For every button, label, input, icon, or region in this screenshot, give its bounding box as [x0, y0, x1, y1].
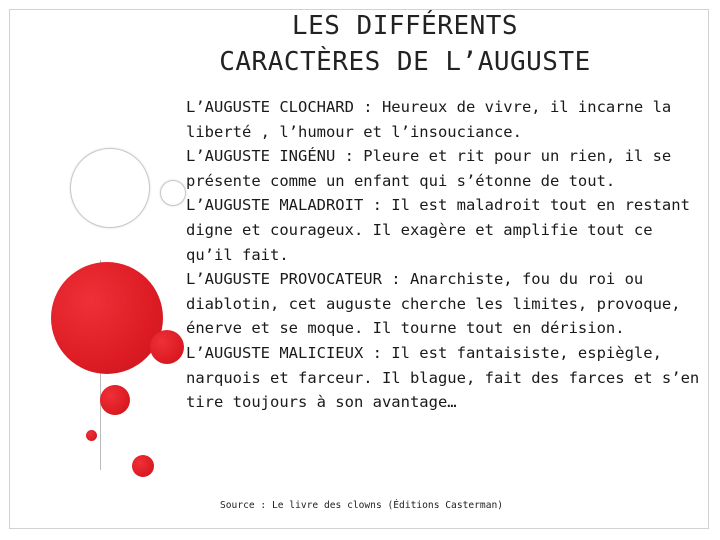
- decorative-circle-small: [100, 385, 130, 415]
- title-line-2: CARACTÈRES DE L’AUGUSTE: [219, 47, 591, 77]
- item-auguste-malicieux: L’AUGUSTE MALICIEUX : Il est fantaisiste, espiègle, narquois et farceur. Il blague, fait des farces et s’en tire toujours à son avantage…: [186, 343, 700, 412]
- slide-title: [150, 8, 660, 80]
- decorative-circle-tiny: [86, 430, 97, 441]
- item-auguste-maladroit: L’AUGUSTE MALADROIT : Il est maladroit tout en restant digne et courageux. Il exagère et amplifie tout ce qu’il fait.: [186, 196, 690, 264]
- decorative-circle-large: [51, 262, 163, 374]
- item-auguste-provocateur: L’AUGUSTE PROVOCATEUR : Anarchiste, fou du roi ou diablotin, cet auguste cherche les limites, provoque, énerve et se moque. Il tourne tout en dérision.: [186, 270, 681, 338]
- source-citation: Source : Le livre des clowns (Éditions Casterman): [220, 500, 504, 511]
- decorative-circle-white-large: [70, 148, 150, 228]
- title-line-1: LES DIFFÉRENTS: [291, 11, 519, 41]
- item-auguste-clochard: L’AUGUSTE CLOCHARD : Heureux de vivre, il incarne la liberté , l’humour et l’insouciance.: [186, 98, 672, 141]
- decorative-circle-small-bottom: [132, 455, 154, 477]
- decorative-circle-medium: [150, 330, 184, 364]
- item-auguste-ingenu: L’AUGUSTE INGÉNU : Pleure et rit pour un rien, il se présente comme un enfant qui s’étonne de tout.: [186, 147, 672, 190]
- decorative-circle-white-small: [160, 180, 186, 206]
- slide-content: [186, 95, 706, 415]
